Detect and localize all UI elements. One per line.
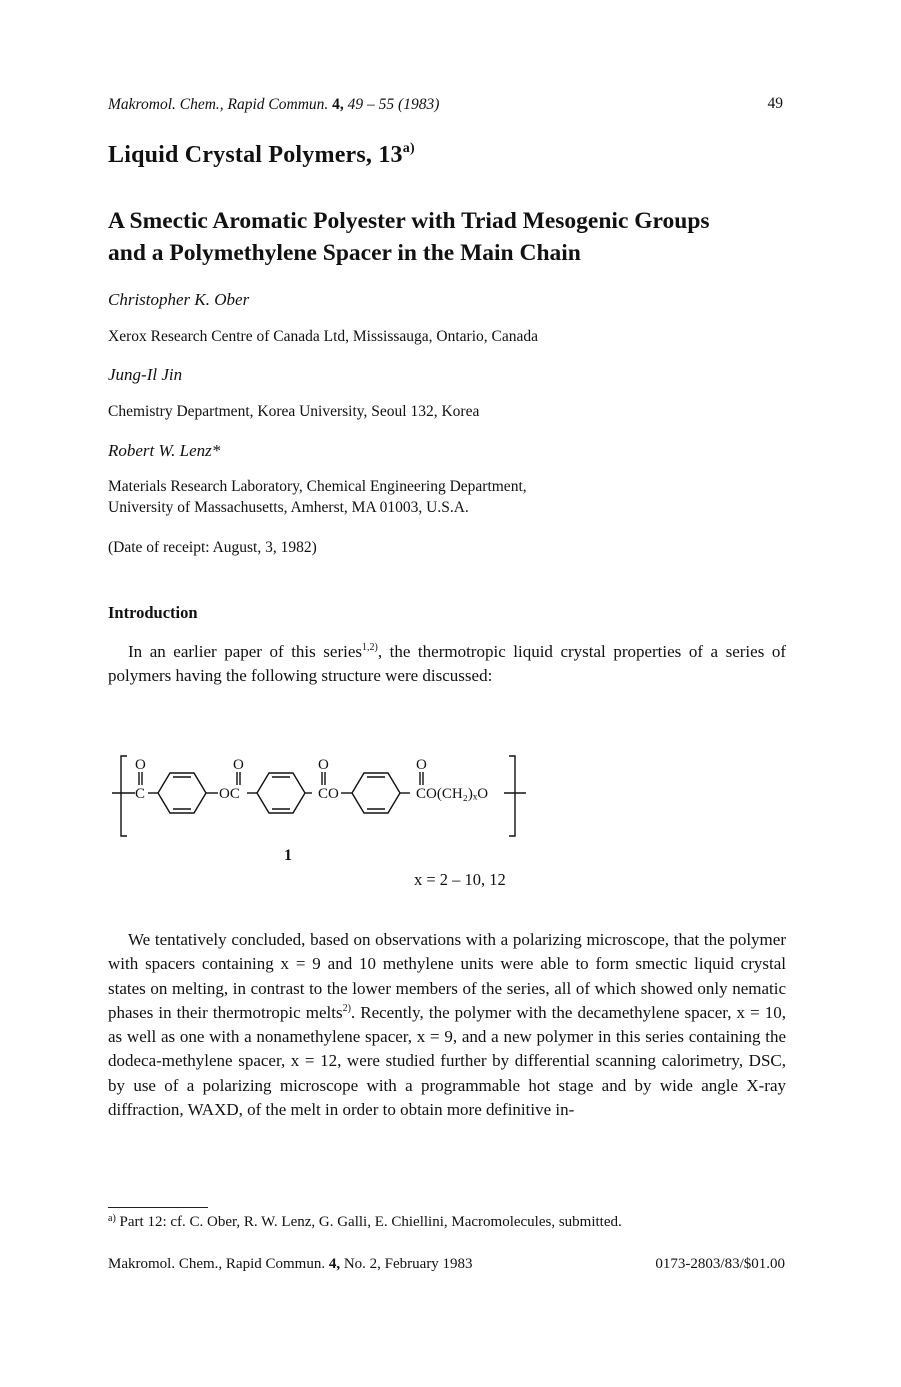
journal-name: Makromol. Chem., Rapid Commun. — [108, 96, 329, 113]
footnote — [108, 1213, 622, 1231]
footnote-mark: a) — [108, 1213, 116, 1224]
series-title-note-mark: a) — [402, 141, 415, 156]
compound-number: 1 — [284, 847, 292, 864]
body-paragraph: We tentatively concluded, based on observations with a polarizing microscope, that the polymer with spacers containing x = 9 and 10 methylene units were able to form smectic liquid crystal states on melting, in contrast to the lower members of the series, all of which showed only nematic phases in their thermotropic melts$^{2)}$. Recently, the polymer with the decamethylene spacer, x = 10, as well as one with a nonamethylene spacer, x = 9, and a new polymer in this series containing the dodeca-methylene spacer, x = 12, were studied further by differential scanning calorimetry, DSC, by use of a polarizing microscope with a programmable hot stage and by wide angle X-ray diffraction, WAXD, of the melt in order to obtain more definitive in- — [108, 930, 786, 1120]
affiliation-line: University of Massachusetts, Amherst, MA 01003, U.S.A. — [108, 499, 469, 516]
footnote-rule — [108, 1207, 208, 1208]
carbonyl-oxygen-label: O — [233, 757, 244, 773]
author-affiliation: Xerox Research Centre of Canada Ltd, Mississauga, Ontario, Canada — [108, 328, 538, 345]
citation-ref: 1,2) — [362, 642, 378, 653]
author-affiliation: Chemistry Department, Korea University, Seoul 132, Korea — [108, 403, 480, 420]
spacer-range-label: x = 2 – 10, 12 — [414, 870, 506, 889]
author-affiliation — [108, 476, 527, 518]
citation-ref: 2) — [342, 1002, 351, 1014]
series-title — [108, 141, 415, 169]
running-head — [108, 96, 439, 114]
affiliation-line: Materials Research Laboratory, Chemical Engineering Department, — [108, 478, 527, 495]
footer-citation: Makromol. Chem., Rapid Commun. 4, No. 2, February 1983 — [108, 1256, 473, 1272]
chemical-structure — [108, 745, 548, 865]
journal-volume: 4, — [332, 96, 344, 113]
paper-title-line: A Smectic Aromatic Polyester with Triad Mesogenic Groups — [108, 208, 710, 234]
carbonyl-oxygen-label: O — [416, 757, 427, 773]
carbonyl-carbon-label: C — [135, 786, 146, 802]
spacer-group-label: CO(CH₂)ₓO — [416, 786, 489, 802]
author-name: Jung-Il Jin — [108, 365, 183, 384]
journal-pages: 49 – 55 (1983) — [347, 96, 440, 113]
date-of-receipt: (Date of receipt: August, 3, 1982) — [108, 539, 317, 556]
ester-group-label: OC — [219, 786, 240, 802]
carbonyl-oxygen-label: O — [135, 757, 146, 773]
carbonyl-oxygen-label: O — [318, 757, 329, 773]
ester-group-label: CO — [318, 786, 339, 802]
paper-title — [108, 205, 808, 269]
body-paragraph: In an earlier paper of this series$^{1,2)}$, the thermotropic liquid crystal properties of a series of polymers having the following structure were discussed: — [108, 642, 787, 686]
footnote-text: Part 12: cf. C. Ober, R. W. Lenz, G. Galli, E. Chiellini, Macromolecules, submitted. — [119, 1214, 622, 1230]
series-title-text: Liquid Crystal Polymers, 13 — [108, 142, 403, 168]
author-name: Christopher K. Ober — [108, 290, 250, 309]
page-number: 49 — [767, 95, 783, 112]
author-name: Robert W. Lenz* — [108, 441, 221, 460]
paper-title-line: and a Polymethylene Spacer in the Main Chain — [108, 240, 581, 266]
section-heading: Introduction — [108, 603, 198, 622]
footer-issn-price: 0173-2803/83/$01.00 — [655, 1256, 785, 1272]
